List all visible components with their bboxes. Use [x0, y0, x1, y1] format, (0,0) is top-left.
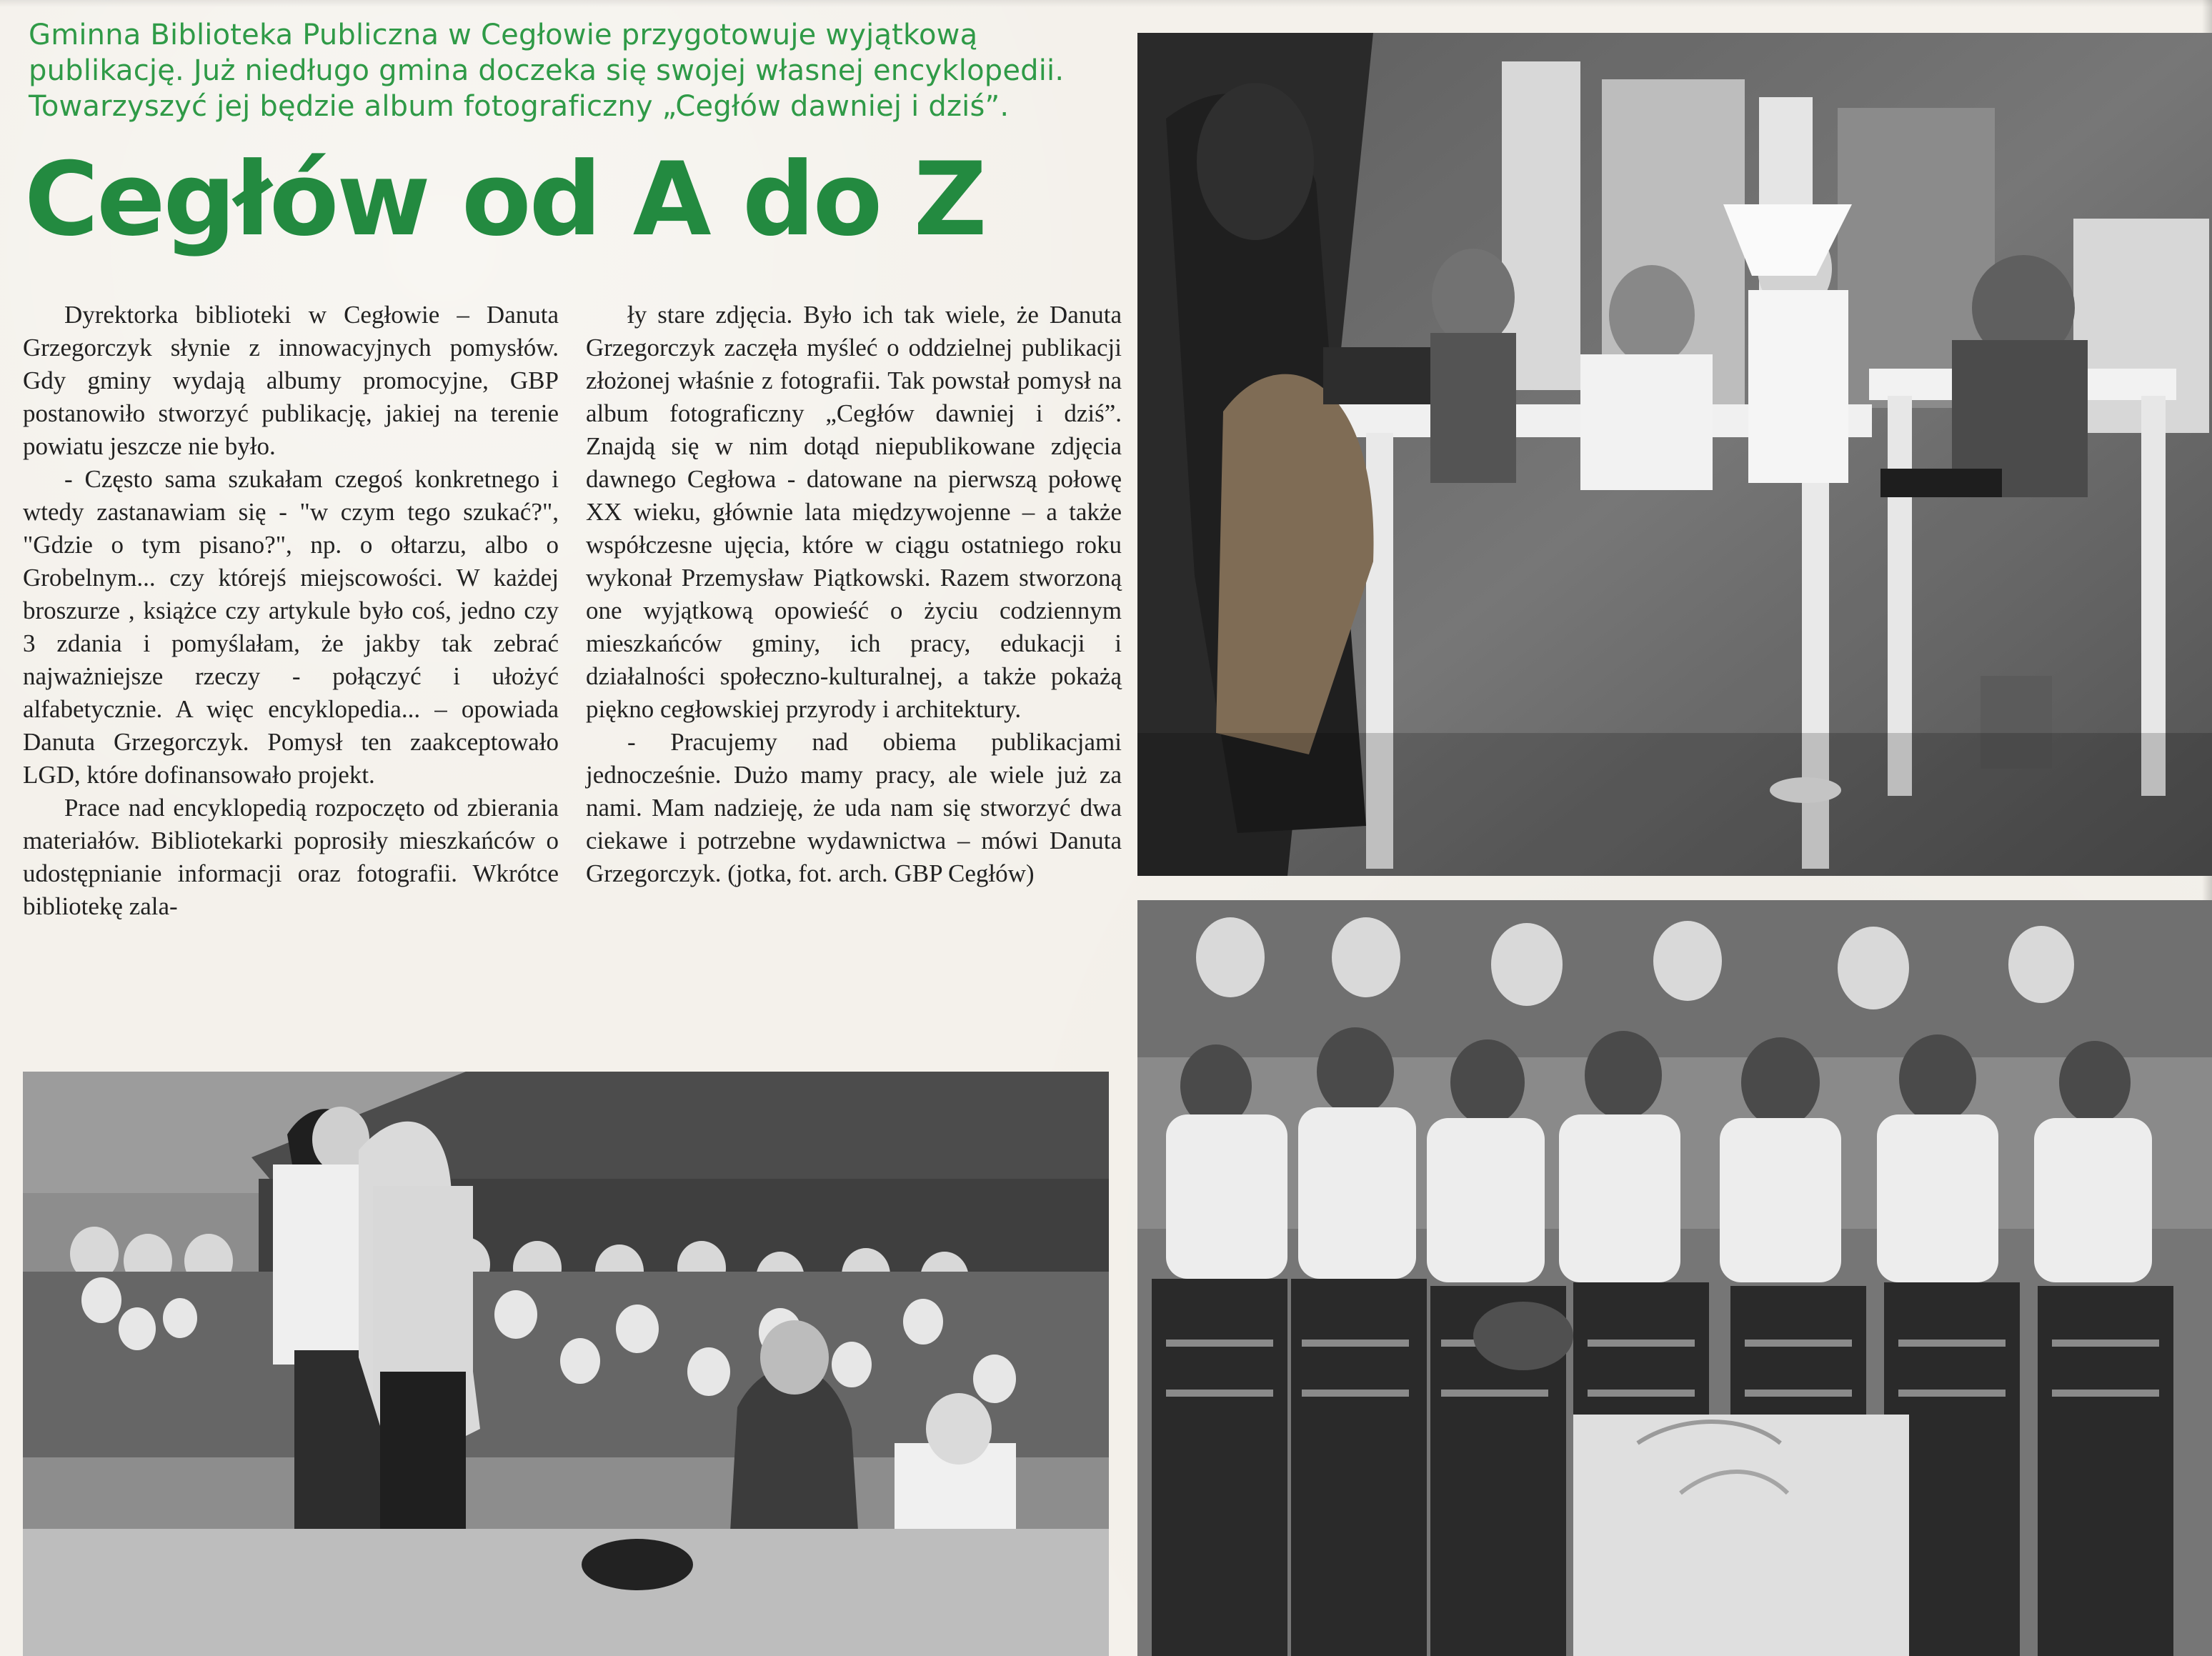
lead-text: Gminna Biblioteka Publiczna w Cegłowie przygotowuje wyjątkową publikację. Już niedługo gmina doczeka się swojej własnej encyklopedii. Towarzyszyć jej będzie album fotograficzny „Cegłów dawniej i dziś”.	[29, 19, 1065, 123]
historic-library-photo	[1137, 33, 2212, 876]
historic-group-photo	[1137, 900, 2212, 1656]
headline: Cegłów od A do Z	[24, 141, 985, 259]
right-article-column	[586, 299, 1122, 890]
historic-group-photo-art	[1137, 900, 2212, 1656]
left-article-column	[23, 299, 559, 923]
historic-crowd-photo	[23, 1072, 1109, 1656]
left-paragraph-2: - Często sama szukałam czegoś konkretnego i wtedy zastanawiam się - "w czym tego szukać?", "Gdzie o tym pisano?", np. o ołtarzu, albo o Grobelnym... czy którejś miejscowości. W każdej broszurze , książce czy artykule było coś, jedno czy 3 zdania i pomyślałam, że jakby tak zebrać najważniejsze rzeczy - połączyć i ułożyć alfabetycznie. A więc encyklopedia... – opowiada Danuta Grzegorczyk. Pomysł ten zaakceptowało LGD, które dofinansowało projekt.	[23, 465, 559, 789]
right-paragraph-1: ły stare zdjęcia. Było ich tak wiele, że Danuta Grzegorczyk zaczęła myśleć o oddzielnej publikacji złożonej właśnie z fotografii. Tak powstał pomysł na album fotograficzny „Cegłów dawniej i dziś”. Znajdą się w nim dotąd niepublikowane zdjęcia dawnego Cegłowa - datowane na pierwszą połowę XX wieku, głównie lata międzywojenne – a także współczesne ujęcia, które w ciągu ostatniego roku wykonał Przemysław Piątkowski. Razem stworzoną one wyjątkową opowieść o życiu codziennym mieszkańców gminy, ich pracy, edukacji i działalności społeczno-kulturalnej, a także pokażą piękno cegłowskiej przyrody i architektury.	[586, 301, 1122, 723]
historic-library-photo-art	[1137, 33, 2212, 876]
left-paragraph-1: Dyrektorka biblioteki w Cegłowie – Danuta Grzegorczyk słynie z innowacyjnych pomysłów. Gdy gminy wydają albumy promocyjne, GBP postanowiło stworzyć publikację, jakiej na terenie powiatu jeszcze nie było.	[23, 301, 559, 460]
right-paragraph-2: - Pracujemy nad obiema publikacjami jednocześnie. Dużo mamy pracy, ale wiele już za nami. Mam nadzieję, że uda nam się stworzyć dwa ciekawe i potrzebne wydawnictwa – mówi Danuta Grzegorczyk. (jotka, fot. arch. GBP Cegłów)	[586, 728, 1122, 887]
left-paragraph-3: Prace nad encyklopedią rozpoczęto od zbierania materiałów. Bibliotekarki poprosiły mieszkańców o udostępnianie informacji oraz fotografii. Wkrótce bibliotekę zala-	[23, 794, 559, 920]
top-shadow	[0, 0, 2212, 7]
historic-crowd-photo-art	[23, 1072, 1109, 1656]
